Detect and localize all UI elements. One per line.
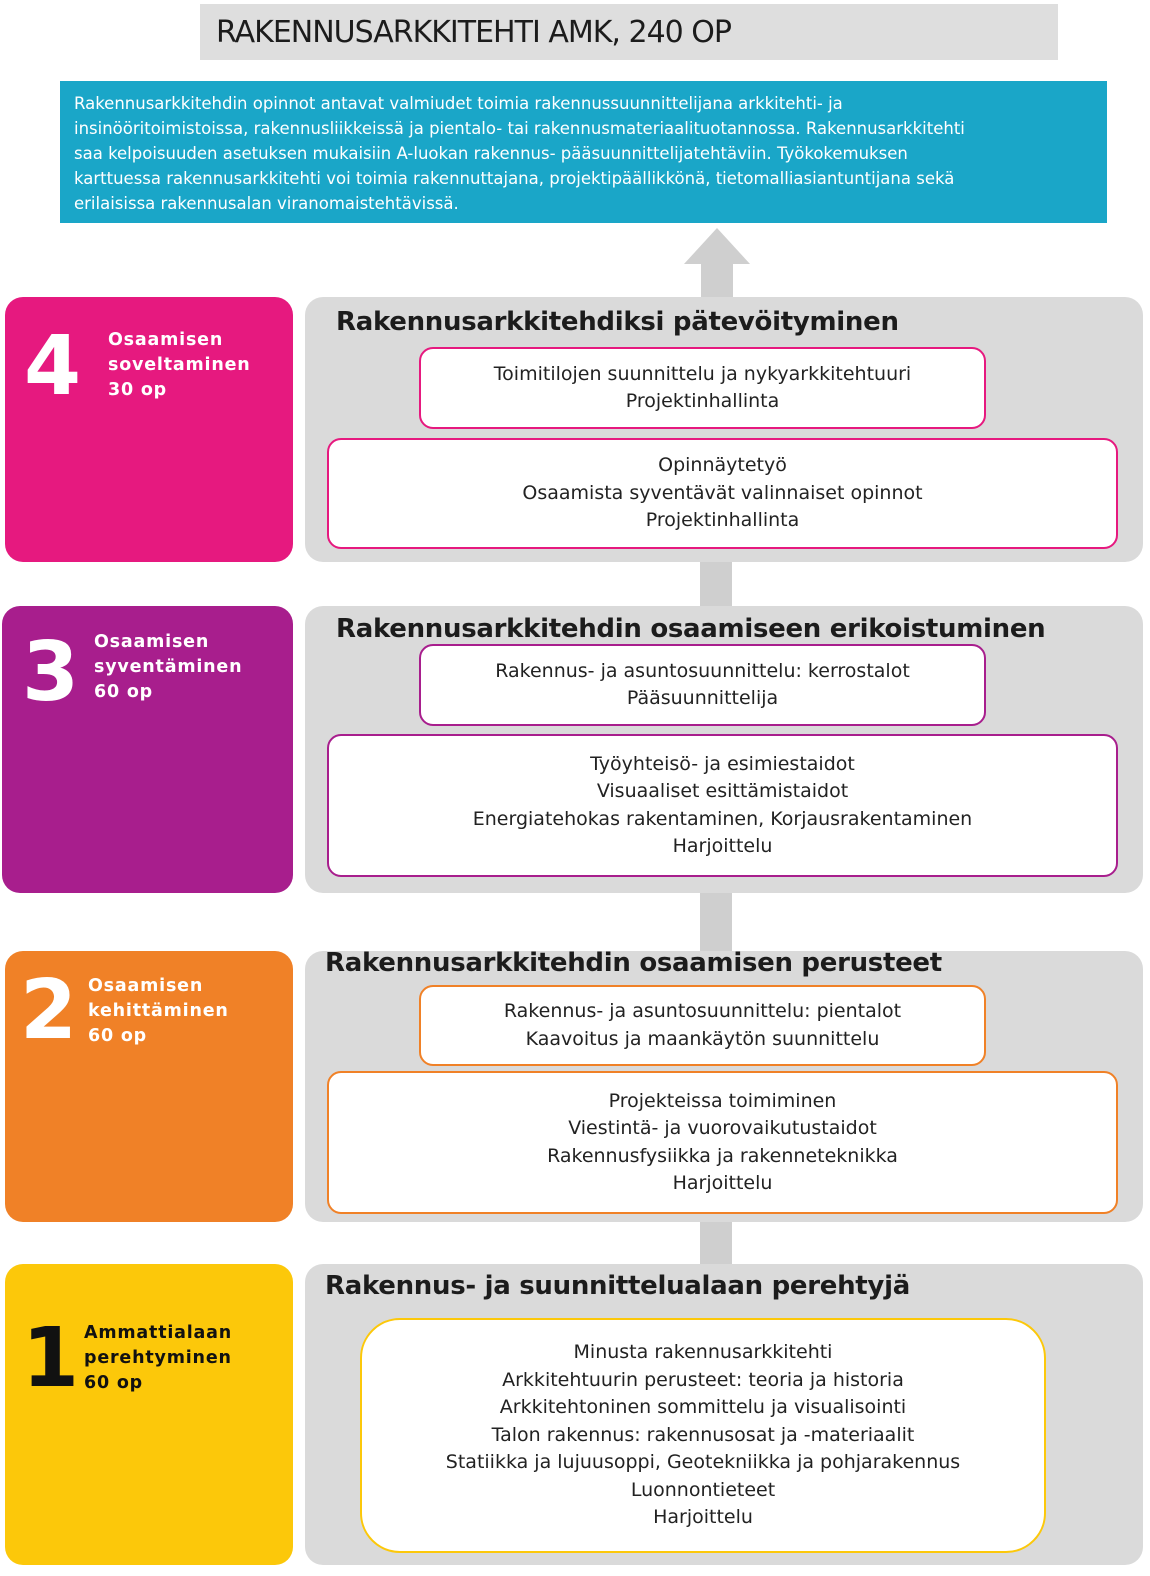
description-line: insinööritoimistoissa, rakennusliikkeissä ja pientalo- tai rakennusmateriaalituotannossa. Rakennusarkkitehti [74,119,965,138]
level-1-block [5,1264,293,1565]
description-line: karttuessa rakennusarkkitehti voi toimia rakennuttajana, projektipäällikkönä, tietomalliasiantuntijana sekä [74,169,955,188]
up-arrow-icon [684,228,750,298]
level-2-number: 2 [20,963,78,1058]
level-1-courses: Minusta rakennusarkkitehti Arkkitehtuurin perusteet: teoria ja historia Arkkitehtoninen sommittelu ja visualisointi Talon rakennus: rakennusosat ja -materiaalit Statiikka ja lujuusoppi, Geotekniikka ja pohjarakennus Luonnontieteet Harjoittelu [360,1318,1046,1553]
level-1-name: Ammattialaan perehtyminen 60 op [84,1323,233,1393]
description-line: saa kelpoisuuden asetuksen mukaisiin A-luokan rakennus- pääsuunnittelijatehtäviin. Työkokemuksen [74,144,908,163]
level-4-name: Osaamisen soveltaminen 30 op [108,330,251,400]
level-3-number: 3 [22,625,80,720]
connector-shaft [700,893,732,951]
level-2-name: Osaamisen kehittäminen 60 op [88,976,229,1046]
level-3-core-courses: Rakennus- ja asuntosuunnittelu: kerrostalot Pääsuunnittelija [419,644,986,726]
level-2-panel-title: Rakennusarkkitehdin osaamisen perusteet [325,948,942,978]
level-1-panel-title: Rakennus- ja suunnittelualaan perehtyjä [325,1271,910,1301]
level-3-other-courses: Työyhteisö- ja esimiestaidot Visuaaliset esittämistaidot Energiatehokas rakentaminen, Korjausrakentaminen Harjoittelu [327,734,1118,877]
level-2-core-courses: Rakennus- ja asuntosuunnittelu: pientalot Kaavoitus ja maankäytön suunnittelu [419,985,986,1066]
level-1-number: 1 [22,1311,80,1406]
description-line: erilaisissa rakennusalan viranomaistehtävissä. [74,194,459,213]
level-4-number: 4 [24,319,82,414]
level-3-name: Osaamisen syventäminen 60 op [94,632,243,702]
level-4-core-courses: Toimitilojen suunnittelu ja nykyarkkitehtuuri Projektinhallinta [419,347,986,429]
level-3-panel-title: Rakennusarkkitehdin osaamiseen erikoistuminen [336,614,1046,644]
connector-shaft [700,560,732,606]
program-description [60,81,1107,223]
level-4-panel-title: Rakennusarkkitehdiksi pätevöityminen [336,307,899,337]
connector-shaft [700,1222,732,1264]
level-2-other-courses: Projekteissa toimiminen Viestintä- ja vuorovaikutustaidot Rakennusfysiikka ja rakenneteknikka Harjoittelu [327,1071,1118,1214]
description-line: Rakennusarkkitehdin opinnot antavat valmiudet toimia rakennussuunnittelijana arkkitehti- ja [74,94,843,113]
level-4-other-courses: Opinnäytetyö Osaamista syventävät valinnaiset opinnot Projektinhallinta [327,438,1118,549]
program-title: RAKENNUSARKKITEHTI AMK, 240 OP [200,4,1058,60]
